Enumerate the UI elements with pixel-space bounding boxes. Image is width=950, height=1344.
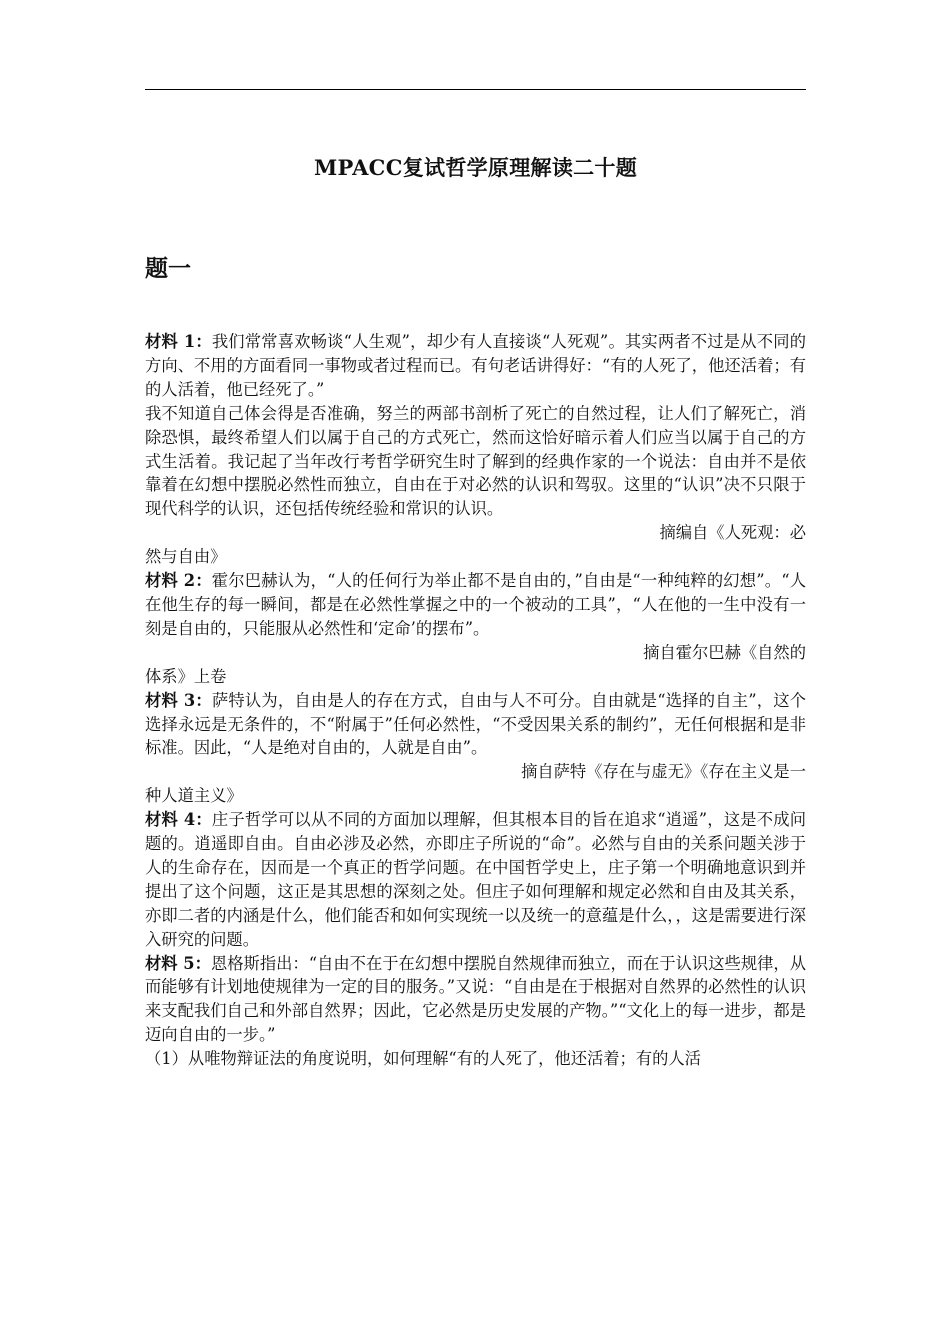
material-1-paragraph-2: 我不知道自己体会得是否准确，努兰的两部书剖析了死亡的自然过程，让人们了解死亡，消除恐惧，最终希望人们以属于自己的方式死亡，然而这恰好暗示着人们应当以属于自己的方式生活着。我记起了当年改行考哲学研究生时了解到的经典作家的一个说法：自由并不是依靠着在幻想中摆脱必然性而独立，自由在于对必然的认识和驾驭。这里的“认识”决不只限于现代科学的认识，还包括传统经验和常识的认识。 <box>145 403 806 519</box>
material-1-source-cont: 然与自由》 <box>145 547 227 567</box>
header-rule <box>145 89 806 90</box>
material-3-text: 萨特认为，自由是人的存在方式，自由与人不可分。自由就是“选择的自主”，这个选择永远是无条件的，不“附属于”任何必然性，“不受因果关系的制约”，无任何根据和是非标准。因此，“人是绝对自由的，人就是自由”。 <box>145 690 807 758</box>
material-5-label: 材料 5： <box>145 953 211 973</box>
material-5-text: 恩格斯指出：“自由不在于在幻想中摆脱自然规律而独立，而在于认识这些规律，从而能够有计划地使规律为一定的目的服务。”又说：“自由是在于根据对自然界的必然性的认识来支配我们自己和外部自然界；因此，它必然是历史发展的产物。”“文化上的每一进步，都是迈向自由的一步。” <box>145 953 807 1045</box>
material-3-label: 材料 3： <box>145 690 212 710</box>
material-1-label: 材料 1： <box>145 332 212 351</box>
material-2-paragraph <box>145 569 806 641</box>
material-2-text: 霍尔巴赫认为，“人的任何行为举止都不是自由的，”自由是“一种纯粹的幻想”。“人在他生存的每一瞬间，都是在必然性掌握之中的一个被动的工具”，“人在他的一生中没有一刻是自由的，只能服从必然性和‘定命’的摆布”。 <box>145 571 807 638</box>
document-title: MPACC复试哲学原理解读二十题 <box>313 155 638 180</box>
section-heading: 题一 <box>145 255 191 282</box>
material-1-paragraph <box>145 330 806 402</box>
material-3-source-cont: 种人道主义》 <box>145 786 243 806</box>
material-2-label: 材料 2： <box>145 571 212 591</box>
question-1: （1）从唯物辩证法的角度说明，如何理解“有的人死了，他还活着；有的人活 <box>145 1049 701 1069</box>
material-2-source-cont: 体系》上卷 <box>145 666 227 686</box>
material-3-source: 摘自萨特《存在与虚无》《存在主义是一 <box>521 762 806 782</box>
material-3-paragraph <box>145 689 806 761</box>
material-4-text: 庄子哲学可以从不同的方面加以理解，但其根本目的旨在追求“逍遥”，这是不成问题的。逍遥即自由。自由必涉及必然，亦即庄子所说的“命”。必然与自由的关系问题关涉于人的生命存在，因而是一个真正的哲学问题。在中国哲学史上，庄子第一个明确地意识到并提出了这个问题，这正是其思想的深刻之处。但庄子如何理解和规定必然和自由及其关系，亦即二者的内涵是什么，他们能否和如何实现统一以及统一的意蕴是什么，，这是需要进行深入研究的问题。 <box>145 810 807 949</box>
material-5-paragraph <box>145 952 806 1048</box>
material-4-paragraph <box>145 808 806 951</box>
material-4-label: 材料 4： <box>145 810 212 830</box>
material-2-source: 摘自霍尔巴赫《自然的 <box>643 642 806 662</box>
material-1-source: 摘编自《人死观：必 <box>659 523 806 543</box>
material-1-text: 我们常常喜欢畅谈“人生观”，却少有人直接谈“人死观”。其实两者不过是从不同的方向、不用的方面看同一事物或者过程而已。有句老话讲得好：“有的人死了，他还活着；有的人活着，他已经死了。” <box>145 332 806 399</box>
document-body <box>145 330 806 1071</box>
